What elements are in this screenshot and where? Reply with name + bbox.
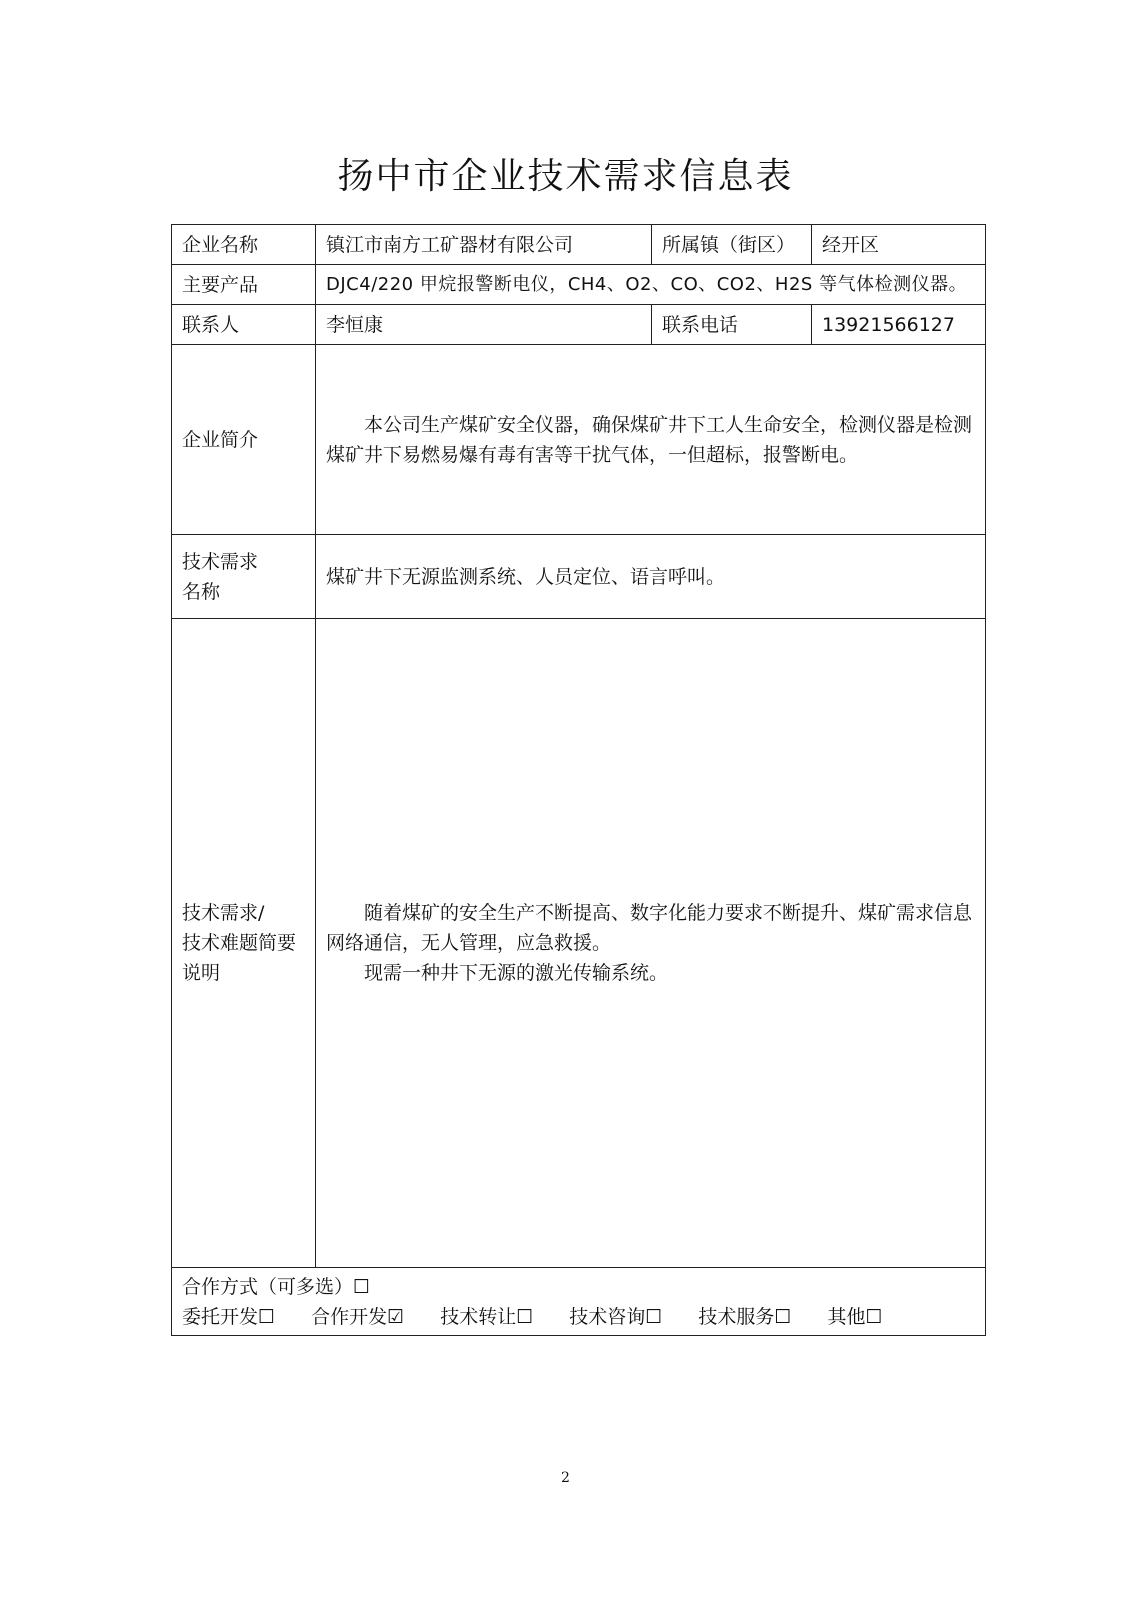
company-name-value: 镇江市南方工矿器材有限公司 xyxy=(316,225,652,265)
cooperation-cell xyxy=(172,1268,986,1336)
cooperation-label: 合作方式（可多选）☐ xyxy=(182,1275,371,1298)
town-value: 经开区 xyxy=(812,225,986,265)
company-name-label: 企业名称 xyxy=(172,225,316,265)
option-commissioned-development[interactable]: 委托开发☐ xyxy=(182,1305,276,1328)
form-title: 扬中市企业技术需求信息表 xyxy=(337,156,794,197)
desc-label-line3: 说明 xyxy=(182,962,221,984)
products-value: DJC4/220 甲烷报警断电仪，CH4、O2、CO、CO2、H2S 等气体检测仪器。 xyxy=(316,265,986,305)
desc-paragraph-1: 随着煤矿的安全生产不断提高、数字化能力要求不断提升、煤矿需求信息网络通信，无人管理，应急救援。 xyxy=(326,902,973,954)
contact-label: 联系人 xyxy=(172,305,316,345)
contact-value: 李恒康 xyxy=(316,305,652,345)
row-company xyxy=(172,225,986,265)
phone-value: 13921566127 xyxy=(812,305,986,345)
intro-cell xyxy=(316,345,986,535)
row-cooperation xyxy=(172,1268,986,1336)
row-products xyxy=(172,265,986,305)
desc-paragraph-2: 现需一种井下无源的激光传输系统。 xyxy=(364,962,669,984)
desc-label-line1: 技术需求/ xyxy=(182,902,265,924)
cooperation-options xyxy=(182,1302,975,1332)
option-technology-transfer[interactable]: 技术转让☐ xyxy=(440,1305,534,1328)
desc-label-line2: 技术难题简要 xyxy=(182,932,297,954)
row-contact xyxy=(172,305,986,345)
need-name-label-line1: 技术需求 xyxy=(182,550,259,573)
option-other[interactable]: 其他☐ xyxy=(827,1305,883,1328)
desc-label xyxy=(172,619,316,1268)
requirement-form-table xyxy=(171,224,986,1336)
town-label: 所属镇（街区） xyxy=(652,225,812,265)
desc-cell xyxy=(316,619,986,1268)
need-name-value: 煤矿井下无源监测系统、人员定位、语言呼叫。 xyxy=(316,535,986,619)
row-intro xyxy=(172,345,986,535)
need-name-label-line2: 名称 xyxy=(182,580,221,603)
phone-label: 联系电话 xyxy=(652,305,812,345)
intro-text: 本公司生产煤矿安全仪器，确保煤矿井下工人生命安全，检测仪器是检测煤矿井下易燃易爆有毒有害等干扰气体，一但超标，报警断电。 xyxy=(326,413,973,466)
need-name-label xyxy=(172,535,316,619)
row-description xyxy=(172,619,986,1268)
page-number: 2 xyxy=(561,1470,570,1486)
option-technical-consulting[interactable]: 技术咨询☐ xyxy=(569,1305,663,1328)
option-joint-development[interactable]: 合作开发☑ xyxy=(311,1305,405,1328)
intro-label: 企业简介 xyxy=(172,345,316,535)
products-label: 主要产品 xyxy=(172,265,316,305)
option-technical-service[interactable]: 技术服务☐ xyxy=(698,1305,792,1328)
row-need-name xyxy=(172,535,986,619)
